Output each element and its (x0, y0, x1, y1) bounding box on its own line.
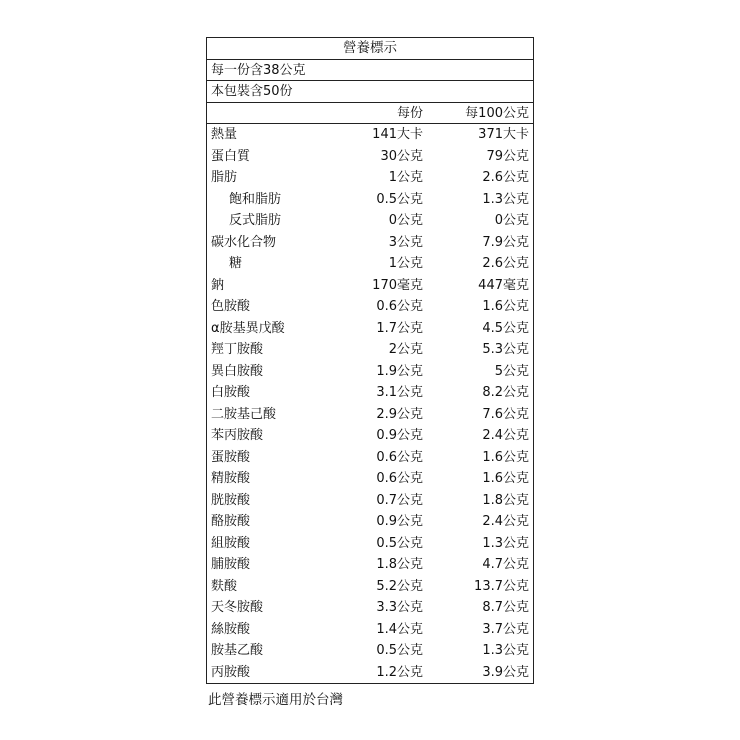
nutrient-per-serving: 3.3公克 (376, 600, 423, 615)
nutrient-per-serving: 170毫克 (372, 277, 423, 293)
nutrient-name: 碳水化合物 (211, 234, 277, 250)
nutrient-per-serving: 2公克 (388, 342, 423, 357)
nutrient-per-100g: 1.3公克 (482, 535, 529, 551)
nutrient-per-serving: 0.9公克 (376, 428, 423, 443)
nutrient-per-100g: 13.7公克 (474, 578, 529, 594)
nutrition-facts-table (206, 37, 534, 684)
nutrient-name: 丙胺酸 (211, 664, 251, 680)
table-row (207, 210, 533, 232)
nutrient-per-serving: 1.8公克 (376, 557, 423, 572)
nutrient-per-100g: 4.7公克 (482, 557, 529, 572)
nutrient-per-serving: 0.6公克 (376, 299, 423, 314)
nutrient-per-serving: 0.7公克 (376, 492, 423, 508)
table-row (207, 296, 533, 318)
column-header-per-serving: 每份 (396, 105, 423, 121)
nutrient-name: 天冬胺酸 (211, 600, 264, 615)
nutrient-list (207, 124, 533, 683)
nutrient-name: 組胺酸 (211, 535, 251, 551)
nutrient-per-100g: 1.3公克 (482, 643, 529, 658)
table-row (207, 662, 533, 684)
table-row (207, 189, 533, 211)
nutrient-name: α胺基異戊酸 (211, 320, 285, 336)
nutrient-name: 苯丙胺酸 (211, 428, 264, 443)
nutrient-per-100g: 7.9公克 (482, 234, 529, 250)
nutrient-name: 蛋胺酸 (211, 449, 251, 465)
table-row (207, 253, 533, 275)
nutrient-per-100g: 5公克 (494, 363, 529, 379)
table-row (207, 597, 533, 619)
nutrient-name: 絲胺酸 (211, 621, 251, 637)
nutrient-name: 胱胺酸 (211, 492, 251, 508)
table-row (207, 318, 533, 340)
nutrient-name: 白胺酸 (211, 385, 251, 400)
table-row (207, 619, 533, 641)
table-row (207, 468, 533, 490)
nutrient-per-100g: 2.6公克 (482, 170, 529, 185)
table-row (207, 576, 533, 598)
nutrient-per-serving: 0.9公克 (376, 514, 423, 529)
table-row (207, 425, 533, 447)
table-row (207, 490, 533, 512)
nutrient-per-100g: 2.4公克 (482, 514, 529, 529)
nutrient-per-100g: 4.5公克 (482, 320, 529, 336)
servings-per-package: 本包裝含50份 (207, 81, 533, 103)
nutrient-name: 異白胺酸 (211, 363, 264, 379)
nutrient-per-100g: 1.3公克 (482, 191, 529, 207)
nutrient-per-100g: 447毫克 (478, 277, 529, 293)
table-row (207, 533, 533, 555)
nutrient-name: 脯胺酸 (211, 557, 251, 572)
nutrient-name: 糖 (229, 256, 243, 271)
nutrient-name: 羥丁胺酸 (211, 342, 264, 357)
footnote: 此營養標示適用於台灣 (208, 692, 343, 708)
nutrient-per-serving: 3公克 (388, 234, 423, 250)
nutrient-per-100g: 8.7公克 (482, 600, 529, 615)
nutrient-per-100g: 3.7公克 (482, 621, 529, 637)
nutrient-name: 反式脂肪 (229, 213, 282, 228)
table-row (207, 640, 533, 662)
table-row (207, 554, 533, 576)
column-header-per-100g: 每100公克 (465, 105, 529, 121)
nutrient-per-100g: 1.6公克 (482, 449, 529, 465)
nutrient-per-serving: 0.6公克 (376, 449, 423, 465)
nutrient-per-100g: 2.4公克 (482, 428, 529, 443)
table-row (207, 447, 533, 469)
nutrient-per-serving: 0.5公克 (376, 535, 423, 551)
nutrient-per-serving: 1公克 (388, 256, 423, 271)
nutrient-name: 色胺酸 (211, 299, 251, 314)
nutrient-name: 飽和脂肪 (229, 191, 282, 207)
nutrient-per-serving: 141大卡 (372, 127, 423, 142)
nutrient-per-serving: 5.2公克 (376, 578, 423, 594)
table-row (207, 275, 533, 297)
nutrient-name: 酪胺酸 (211, 514, 251, 529)
table-title: 營養標示 (207, 38, 533, 60)
nutrient-per-100g: 8.2公克 (482, 385, 529, 400)
table-row (207, 404, 533, 426)
nutrient-per-serving: 1.2公克 (376, 664, 423, 680)
nutrient-per-serving: 2.9公克 (376, 406, 423, 422)
nutrient-per-100g: 0公克 (494, 213, 529, 228)
table-row (207, 382, 533, 404)
nutrient-name: 二胺基己酸 (211, 406, 277, 422)
nutrient-name: 鈉 (211, 277, 225, 293)
table-row (207, 511, 533, 533)
serving-size: 每一份含38公克 (207, 60, 533, 82)
nutrient-per-100g: 1.8公克 (482, 492, 529, 508)
table-row (207, 339, 533, 361)
nutrient-per-serving: 1.7公克 (376, 320, 423, 336)
nutrient-per-100g: 371大卡 (478, 127, 529, 142)
table-row (207, 124, 533, 146)
nutrient-per-100g: 79公克 (486, 148, 529, 164)
table-row (207, 232, 533, 254)
nutrient-name: 蛋白質 (211, 148, 251, 164)
table-row (207, 167, 533, 189)
nutrient-per-serving: 3.1公克 (376, 385, 423, 400)
column-header-row (207, 103, 533, 125)
nutrient-per-serving: 0.6公克 (376, 471, 423, 486)
table-row (207, 146, 533, 168)
nutrient-name: 脂肪 (211, 170, 238, 185)
nutrient-per-serving: 0.5公克 (376, 643, 423, 658)
table-row (207, 361, 533, 383)
nutrient-per-100g: 1.6公克 (482, 471, 529, 486)
nutrient-per-100g: 1.6公克 (482, 299, 529, 314)
nutrient-per-serving: 1.9公克 (376, 363, 423, 379)
nutrient-per-serving: 1公克 (388, 170, 423, 185)
nutrient-per-100g: 2.6公克 (482, 256, 529, 271)
nutrient-per-serving: 0.5公克 (376, 191, 423, 207)
nutrient-per-100g: 5.3公克 (482, 342, 529, 357)
nutrient-name: 熱量 (211, 127, 238, 142)
nutrient-name: 麩酸 (211, 578, 238, 594)
nutrient-per-serving: 1.4公克 (376, 621, 423, 637)
nutrient-name: 胺基乙酸 (211, 643, 264, 658)
nutrient-name: 精胺酸 (211, 471, 251, 486)
nutrient-per-100g: 3.9公克 (482, 664, 529, 680)
nutrient-per-100g: 7.6公克 (482, 406, 529, 422)
nutrient-per-serving: 0公克 (388, 213, 423, 228)
nutrient-per-serving: 30公克 (380, 148, 423, 164)
